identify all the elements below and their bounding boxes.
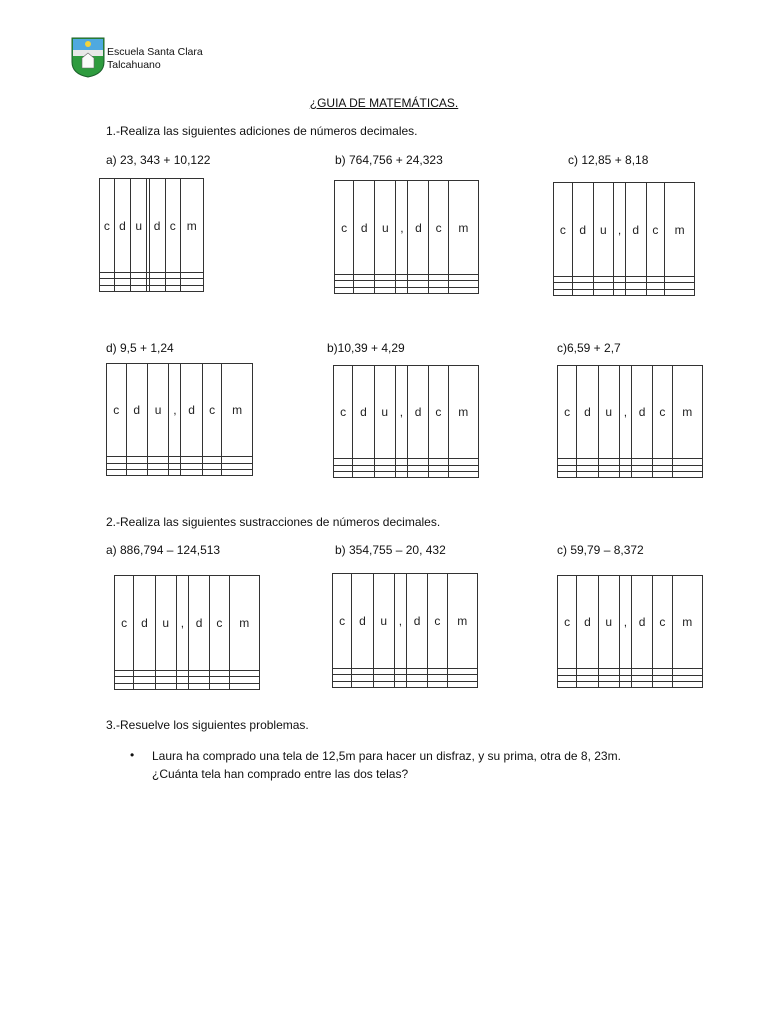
grid-answer-row [558,471,703,477]
grid-column-label: u [155,576,176,671]
grid-header-row [558,366,703,459]
grid-answer-cell [155,683,176,689]
place-value-grid-2b [332,573,478,688]
grid-column-label: c [653,576,672,669]
place-value-grid-1e [333,365,479,478]
grid-answer-row [100,285,204,291]
grid-answer-cell [558,681,577,687]
school-name [107,46,203,72]
grid-answer-cell [619,681,631,687]
place-value-grid-1c [553,182,695,296]
grid-column-label: u [373,574,394,669]
grid-answer-cell [653,681,672,687]
grid-column-label: u [374,366,395,459]
grid-column-label: d [354,181,375,275]
grid-answer-cell [202,469,222,475]
place-value-grid-2c [557,575,703,688]
grid-column-label: c [428,574,447,669]
grid-answer-cell [619,471,631,477]
grid-answer-cell [631,681,652,687]
grid-column-label: u [147,364,168,457]
grid-answer-cell [169,469,181,475]
grid-header-row [115,576,260,671]
grid-column-label: d [353,366,374,459]
problem-1-line1: Laura ha comprado una tela de 12,5m para hacer un disfraz, y su prima, otra de 8, 23m. [152,749,621,763]
grid-answer-cell [593,289,614,295]
exercise-2b: b) 354,755 – 20, 432 [335,543,446,557]
grid-header-row [558,576,703,669]
grid-column-label: m [448,181,478,275]
grid-answer-cell [429,287,448,293]
grid-answer-cell [577,471,598,477]
grid-answer-row [333,681,478,687]
grid-column-label: , [396,181,408,275]
grid-column-label: d [406,574,427,669]
grid-column-label: d [188,576,209,671]
grid-answer-row [115,683,260,689]
grid-answer-cell [598,681,619,687]
place-value-grid-1f [557,365,703,478]
school-crest-icon [70,36,106,78]
grid-column-label: , [395,366,407,459]
grid-column-label: , [619,366,631,459]
grid-answer-cell [672,471,702,477]
grid-answer-row [335,287,479,293]
grid-answer-cell [558,471,577,477]
grid-answer-cell [107,469,127,475]
grid-header-row [334,366,479,459]
grid-column-label: c [115,576,134,671]
grid-column-label: c [202,364,222,457]
grid-answer-cell [598,471,619,477]
grid-answer-cell [653,471,672,477]
school-name-line1: Escuela Santa Clara [107,46,203,58]
place-value-grid-1a [99,178,204,292]
grid-column-label: c [335,181,354,275]
grid-answer-cell [147,469,168,475]
grid-answer-cell [448,471,478,477]
grid-column-label: , [169,364,181,457]
exercise-1d: d) 9,5 + 1,24 [106,341,174,355]
grid-column-label: c [554,183,573,277]
grid-answer-cell [131,285,147,291]
grid-header-row [335,181,479,275]
grid-column-label: , [394,574,406,669]
grid-answer-cell [447,681,477,687]
grid-column-label: c [429,366,448,459]
grid-answer-cell [428,681,447,687]
grid-column-label: u [593,183,614,277]
grid-column-label: d [114,179,130,273]
grid-column-label: m [665,183,695,277]
grid-column-label: c [646,183,665,277]
grid-answer-cell [577,681,598,687]
grid-header-row [554,183,695,277]
grid-answer-cell [222,469,253,475]
grid-column-label: d [149,179,165,273]
grid-column-label: d [631,576,652,669]
grid-answer-row [107,469,253,475]
grid-answer-cell [396,287,408,293]
grid-column-label: u [598,366,619,459]
section3-heading: 3.-Resuelve los siguientes problemas. [106,718,309,732]
grid-column-label: c [165,179,180,273]
grid-column-label: m [672,366,702,459]
place-value-grid-1d [106,363,253,476]
grid-column-label: m [180,179,203,273]
section2-heading: 2.-Realiza las siguientes sustracciones de números decimales. [106,515,441,529]
grid-column-label: m [447,574,477,669]
grid-answer-cell [429,471,448,477]
grid-answer-cell [665,289,695,295]
grid-column-label: m [672,576,702,669]
grid-column-label: m [229,576,259,671]
exercise-1a: a) 23, 343 + 10,122 [106,153,211,167]
grid-column-label: c [429,181,448,275]
problem-1 [152,747,621,783]
grid-header-row [100,179,204,273]
grid-header-row [107,364,253,457]
grid-column-label: m [222,364,253,457]
exercise-1e: b)10,39 + 4,29 [327,341,405,355]
page-title: ¿GUIA DE MATEMÁTICAS. [309,96,459,110]
grid-column-label: u [375,181,396,275]
grid-column-label: , [619,576,631,669]
grid-column-label: c [100,179,115,273]
grid-answer-row [554,289,695,295]
grid-answer-cell [353,471,374,477]
grid-answer-cell [180,285,203,291]
grid-answer-cell [374,471,395,477]
grid-answer-cell [672,681,702,687]
grid-answer-cell [354,287,375,293]
grid-answer-cell [181,469,202,475]
grid-column-label: c [334,366,353,459]
grid-column-label: d [352,574,373,669]
grid-answer-cell [210,683,229,689]
grid-column-label: d [577,366,598,459]
grid-column-label: , [614,183,626,277]
grid-answer-cell [408,287,429,293]
grid-answer-cell [176,683,188,689]
grid-answer-cell [229,683,259,689]
bullet-icon: • [130,748,135,762]
exercise-1c: c) 12,85 + 8,18 [568,153,649,167]
grid-column-label: c [210,576,229,671]
place-value-grid-1b [334,180,479,294]
grid-column-label: u [598,576,619,669]
exercise-1b: b) 764,756 + 24,323 [335,153,443,167]
grid-answer-cell [572,289,593,295]
grid-column-label: d [407,366,428,459]
grid-answer-cell [134,683,155,689]
grid-answer-cell [646,289,665,295]
grid-answer-cell [335,287,354,293]
grid-answer-cell [165,285,180,291]
grid-answer-cell [407,471,428,477]
grid-column-label: d [625,183,646,277]
place-value-grid-2a [114,575,260,690]
grid-column-label: d [134,576,155,671]
exercise-2a: a) 886,794 – 124,513 [106,543,221,557]
grid-answer-cell [373,681,394,687]
grid-column-label: u [131,179,147,273]
grid-answer-cell [395,471,407,477]
grid-column-label: c [558,366,577,459]
grid-column-label: c [333,574,352,669]
grid-answer-row [558,681,703,687]
section1-heading: 1.-Realiza las siguientes adiciones de números decimales. [106,124,418,138]
grid-column-label: d [126,364,147,457]
grid-column-label: d [631,366,652,459]
grid-answer-cell [333,681,352,687]
grid-answer-cell [149,285,165,291]
grid-answer-cell [614,289,626,295]
exercise-2c: c) 59,79 – 8,372 [557,543,644,557]
grid-column-label: c [107,364,127,457]
grid-answer-cell [352,681,373,687]
grid-answer-cell [406,681,427,687]
grid-answer-cell [631,471,652,477]
grid-column-label: , [176,576,188,671]
grid-answer-row [334,471,479,477]
grid-column-label: d [181,364,202,457]
grid-answer-cell [100,285,115,291]
grid-answer-cell [625,289,646,295]
grid-answer-cell [334,471,353,477]
grid-column-label: d [408,181,429,275]
school-name-line2: Talcahuano [107,59,161,71]
grid-answer-cell [554,289,573,295]
grid-column-label: m [448,366,478,459]
grid-answer-cell [188,683,209,689]
exercise-1f: c)6,59 + 2,7 [557,341,621,355]
grid-answer-cell [126,469,147,475]
grid-answer-cell [115,683,134,689]
grid-header-row [333,574,478,669]
grid-answer-cell [448,287,478,293]
grid-answer-cell [375,287,396,293]
grid-column-label: c [558,576,577,669]
grid-answer-cell [394,681,406,687]
grid-column-label: c [653,366,672,459]
grid-column-label: d [577,576,598,669]
problem-1-line2: ¿Cuánta tela han comprado entre las dos telas? [152,767,409,781]
grid-answer-cell [114,285,130,291]
grid-column-label: d [572,183,593,277]
